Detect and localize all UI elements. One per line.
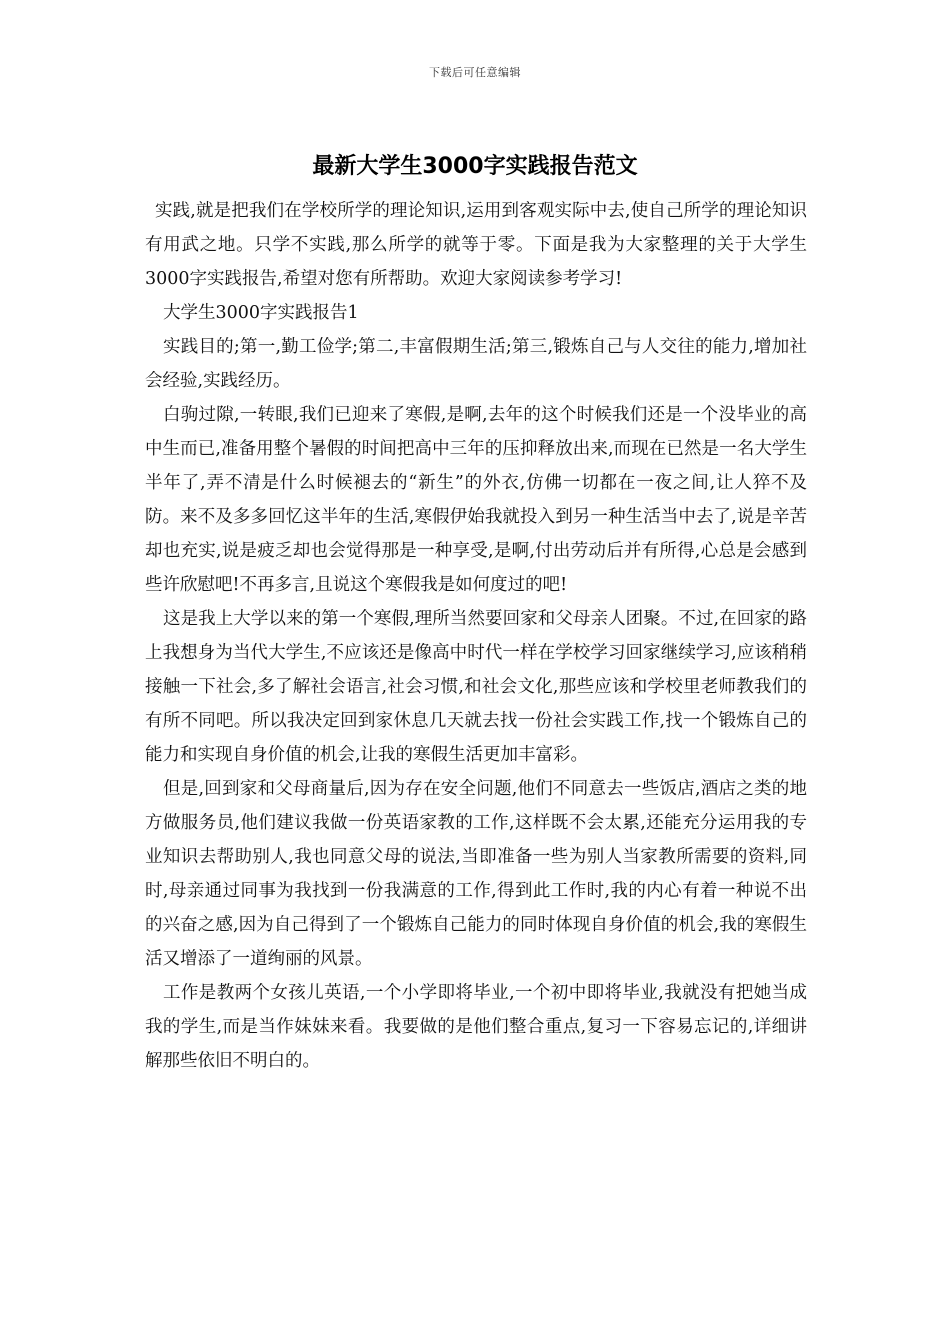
body-paragraph: 白驹过隙,一转眼,我们已迎来了寒假,是啊,去年的这个时候我们还是一个没毕业的高中生而已,准备用整个暑假的时间把高中三年的压抑释放出来,而现在已然是一名大学生半年了,弄不清是什么时候褪去的“新生”的外衣,仿佛一切都在一夜之间,让人猝不及防。来不及多多回忆这半年的生活,寒假伊始我就投入到另一种生活当中去了,说是辛苦却也充实,说是疲乏却也会觉得那是一种享受,是啊,付出劳动后并有所得,心总是会感到些许欣慰吧!不再多言,且说这个寒假我是如何度过的吧! [145,405,807,595]
body-paragraph: 但是,回到家和父母商量后,因为存在安全问题,他们不同意去一些饭店,酒店之类的地方做服务员,他们建议我做一份英语家教的工作,这样既不会太累,还能充分运用我的专业知识去帮助别人,我也同意父母的说法,当即准备一些为别人当家教所需要的资料,同时,母亲通过同事为我找到一份我满意的工作,得到此工作时,我的内心有着一种说不出的兴奋之感,因为自己得到了一个锻炼自己能力的同时体现自身价值的机会,我的寒假生活又增添了一道绚丽的风景。 [145,779,807,969]
intro-paragraph: 实践,就是把我们在学校所学的理论知识,运用到客观实际中去,使自己所学的理论知识有用武之地。只学不实践,那么所学的就等于零。下面是我为大家整理的关于大学生3000字实践报告,希望对您有所帮助。欢迎大家阅读参考学习! [145,201,807,289]
section-heading: 大学生3000字实践报告1 [163,303,359,323]
document-body [145,194,807,1078]
document-title: 最新大学生3000字实践报告范文 [312,154,638,179]
body-paragraph: 这是我上大学以来的第一个寒假,理所当然要回家和父母亲人团聚。不过,在回家的路上我想身为当代大学生,不应该还是像高中时代一样在学校学习回家继续学习,应该稍稍接触一下社会,多了解社会语言,社会习惯,和社会文化,那些应该和学校里老师教我们的有所不同吧。所以我决定回到家休息几天就去找一份社会实践工作,找一个锻炼自己的能力和实现自身价值的机会,让我的寒假生活更加丰富彩。 [145,609,807,765]
page-header-note: 下载后可任意编辑 [429,66,521,79]
body-paragraph: 实践目的;第一,勤工俭学;第二,丰富假期生活;第三,锻炼自己与人交往的能力,增加社会经验,实践经历。 [145,337,807,391]
body-paragraph: 工作是教两个女孩儿英语,一个小学即将毕业,一个初中即将毕业,我就没有把她当成我的学生,而是当作妹妹来看。我要做的是他们整合重点,复习一下容易忘记的,详细讲解那些依旧不明白的。 [145,983,807,1071]
